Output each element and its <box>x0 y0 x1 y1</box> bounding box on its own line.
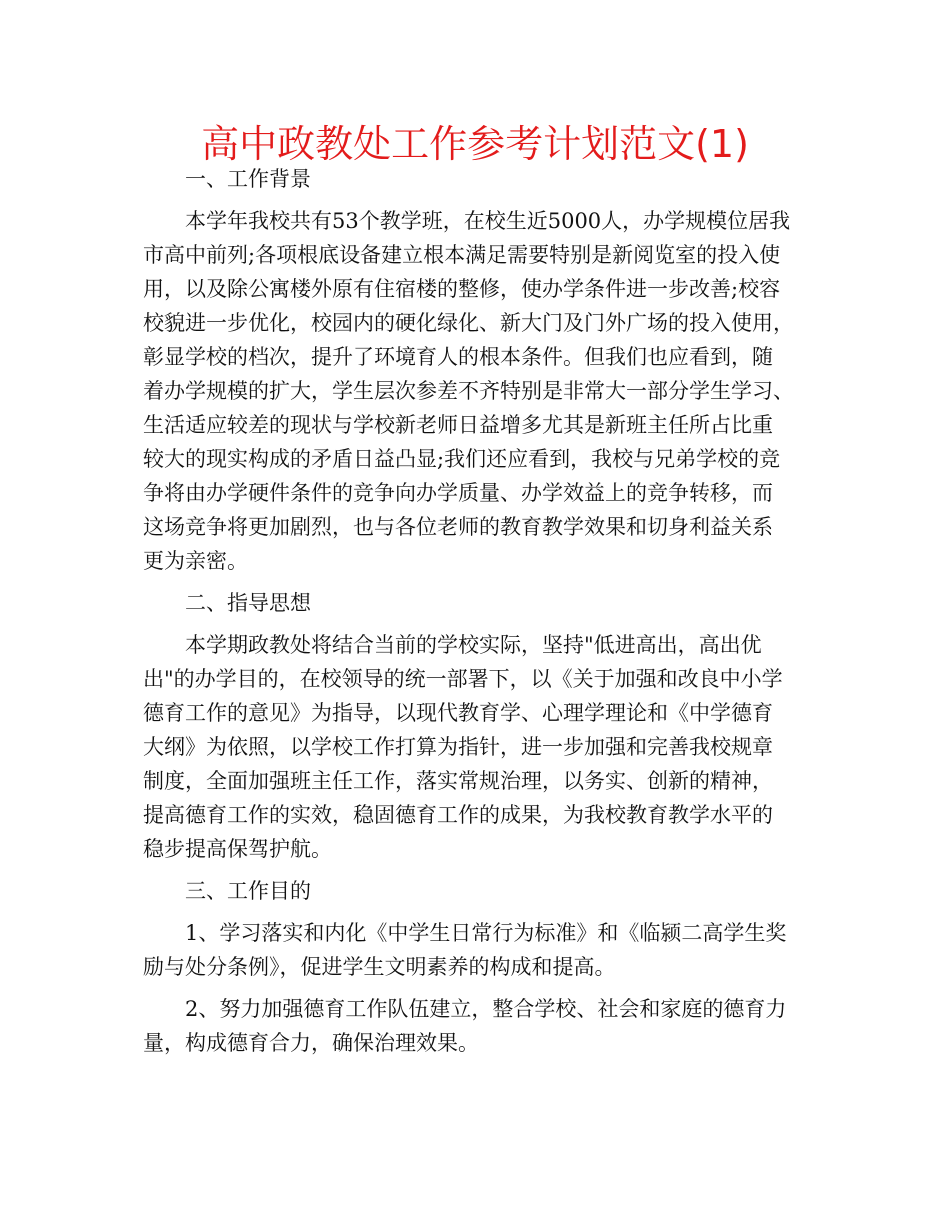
text-line: 制度，全面加强班主任工作，落实常规治理，以务实、创新的精神， <box>143 769 773 793</box>
text-line: 提高德育工作的实效，稳固德育工作的成果，为我校教育教学水平的 <box>143 803 773 827</box>
section-heading-work-goals: 三、工作目的 <box>185 879 311 903</box>
section-heading-background: 一、工作背景 <box>185 167 311 191</box>
text-line: 更为亲密。 <box>143 549 248 573</box>
text-line: 稳步提高保驾护航。 <box>143 837 332 861</box>
document-body <box>143 162 813 1068</box>
document-title: 高中政教处工作参考计划范文(1) <box>201 122 749 166</box>
list-item-goal-2 <box>143 992 813 1060</box>
text-line: 量，构成德育合力，确保治理效果。 <box>143 1031 479 1055</box>
text-line: 用，以及除公寓楼外原有住宿楼的整修，使办学条件进一步改善;校容 <box>143 277 781 301</box>
text-line: 德育工作的意见》为指导，以现代教育学、心理学理论和《中学德育 <box>143 701 773 725</box>
text-line: 本学年我校共有53个教学班，在校生近5000人，办学规模位居我 <box>185 209 791 233</box>
text-line: 校貌进一步优化，校园内的硬化绿化、新大门及门外广场的投入使用， <box>143 311 794 335</box>
text-line: 1、学习落实和内化《中学生日常行为标准》和《临颍二高学生奖 <box>185 921 787 945</box>
text-line: 这场竞争将更加剧烈，也与各位老师的教育教学效果和切身利益关系 <box>143 515 773 539</box>
list-item-goal-1 <box>143 916 813 984</box>
paragraph-background <box>143 204 813 578</box>
text-line: 励与处分条例》，促进学生文明素养的构成和提高。 <box>143 955 616 979</box>
text-line: 2、努力加强德育工作队伍建立，整合学校、社会和家庭的德育力 <box>185 997 787 1021</box>
text-line: 出"的办学目的，在校领导的统一部署下，以《关于加强和改良中小学 <box>143 667 783 691</box>
text-line: 市高中前列;各项根底设备建立根本满足需要特别是新阅览室的投入使 <box>143 243 781 267</box>
section-heading-guiding-ideology: 二、指导思想 <box>185 591 311 615</box>
text-line: 本学期政教处将结合当前的学校实际，坚持"低进高出，高出优 <box>185 633 762 657</box>
text-line: 着办学规模的扩大，学生层次参差不齐特别是非常大一部分学生学习、 <box>143 379 794 403</box>
paragraph-guiding-ideology <box>143 628 813 866</box>
text-line: 彰显学校的档次，提升了环境育人的根本条件。但我们也应看到，随 <box>143 345 773 369</box>
text-line: 生活适应较差的现状与学校新老师日益增多尤其是新班主任所占比重 <box>143 413 773 437</box>
text-line: 较大的现实构成的矛盾日益凸显;我们还应看到，我校与兄弟学校的竞 <box>143 447 781 471</box>
text-line: 大纲》为依照，以学校工作打算为指针，进一步加强和完善我校规章 <box>143 735 773 759</box>
text-line: 争将由办学硬件条件的竞争向办学质量、办学效益上的竞争转移，而 <box>143 481 773 505</box>
